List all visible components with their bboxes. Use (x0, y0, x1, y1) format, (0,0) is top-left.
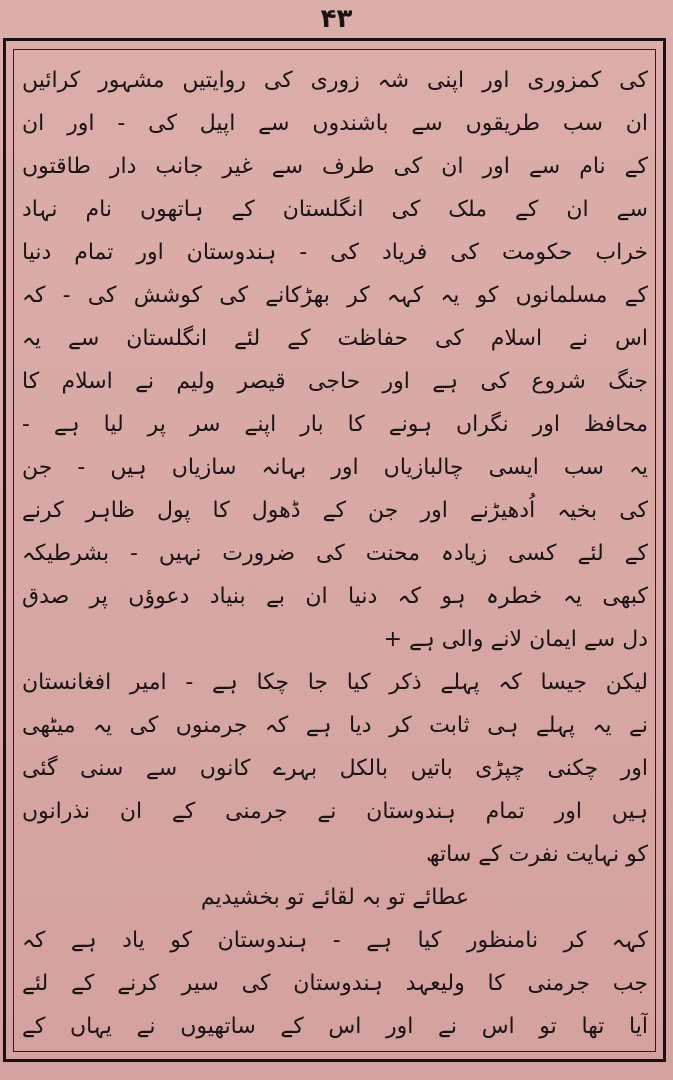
text-line: یہ سب ایسی چالبازیاں اور بہانہ سازیاں ہیں - جن (22, 455, 648, 480)
text-line: محافظ اور نگراں ہونے کا بار اپنے سر پر لیا ہے - (22, 412, 648, 437)
text-line: سے ان کے ملک کی انگلستان کے ہاتھوں نام نہاد (22, 197, 648, 222)
text-line: کے لئے کسی زیادہ محنت کی ضرورت نہیں - بشرطیکہ (22, 541, 648, 566)
text-line: دل سے ایمان لانے والی ہے + (383, 627, 648, 652)
page-text (22, 58, 648, 1048)
text-line: کہہ کر نامنظور کیا ہے - ہندوستان کو یاد ہے کہ (22, 928, 648, 953)
text-line: خراب حکومت کی فریاد کی - ہندوستان اور تمام دنیا (22, 240, 648, 265)
verse-line: عطائے تو بہ لقائے تو بخشیدیم (200, 885, 470, 910)
text-line: جب جرمنی کا ولیعہد ہندوستان کی سیر کرنے کے لئے (22, 971, 648, 996)
text-line: کی کمزوری اور اپنی شہ زوری کی روایتیں مشہور کرائیں (22, 68, 648, 93)
text-line: ہیں اور تمام ہندوستان نے جرمنی کے ان نذرانوں (22, 799, 648, 824)
page-number: ۴۳ (320, 4, 353, 34)
text-line: ان سب طریقوں سے باشندوں سے اپیل کی - اور ان (22, 111, 648, 136)
text-line: اور چکنی چپڑی باتیں بالکل بہرے کانوں سے سنی گئی (22, 756, 648, 781)
text-line: کے مسلمانوں کو یہ کہہ کر بھڑکانے کی کوشش کی - کہ (22, 283, 648, 308)
text-line: آیا تھا تو اس نے اور اس کے ساتھیوں نے یہاں کے (22, 1014, 648, 1039)
text-line: کبھی یہ خطرہ ہو کہ دنیا ان بے بنیاد دعوؤں پر صدق (22, 584, 648, 609)
text-line: کو نہایت نفرت کے ساتھ (426, 842, 648, 867)
text-line: کے نام سے اور ان کی طرف سے غیر جانب دار طاقتوں (22, 154, 648, 179)
text-line: نے یہ پہلے ہی ثابت کر دیا ہے کہ جرمنوں کی یہ میٹھی (22, 713, 648, 738)
text-line: کی بخیہ اُدھیڑنے اور جن کے ڈھول کا پول ظاہر کرنے (22, 498, 648, 523)
text-line: اس نے اسلام کی حفاظت کے لئے انگلستان سے یہ (22, 326, 648, 351)
text-line: لیکن جیسا کہ پہلے ذکر کیا جا چکا ہے - امیر افغانستان (22, 670, 648, 695)
text-line: جنگ شروع کی ہے اور حاجی قیصر ولیم نے اسلام کا (22, 369, 648, 394)
